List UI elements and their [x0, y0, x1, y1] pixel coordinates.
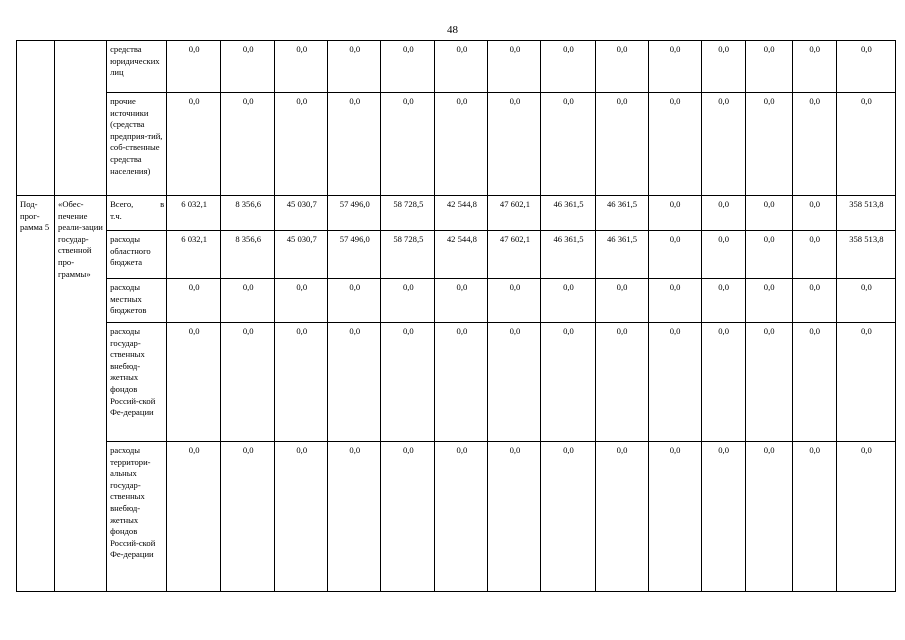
- value-cell: 57 496,0: [328, 196, 381, 231]
- value-cell: 0,0: [488, 279, 541, 323]
- value-cell: 0,0: [701, 196, 745, 231]
- value-cell: 0,0: [792, 93, 836, 196]
- funding-source-cell: расходы государ-ственных внебюд-жетных фондов Россий-ской Фе-дерации: [107, 323, 167, 442]
- value-cell: 0,0: [221, 279, 275, 323]
- value-cell: 58 728,5: [381, 231, 435, 279]
- total-label: Всего,: [110, 199, 134, 209]
- table-row: [17, 442, 896, 592]
- value-cell: 45 030,7: [275, 231, 328, 279]
- value-cell: 0,0: [221, 323, 275, 442]
- value-cell: 0,0: [745, 41, 792, 93]
- value-cell: 0,0: [381, 41, 435, 93]
- value-cell: 0,0: [745, 231, 792, 279]
- value-cell: 0,0: [541, 41, 595, 93]
- value-cell: 0,0: [435, 41, 488, 93]
- value-cell: 0,0: [435, 279, 488, 323]
- value-cell: 0,0: [701, 41, 745, 93]
- value-cell: 0,0: [745, 442, 792, 592]
- funding-source-cell: расходы территори-альных государ-ственных внебюд-жетных фондов Россий-ской Фе-дерации: [107, 442, 167, 592]
- table-row: [17, 93, 896, 196]
- value-cell: 0,0: [648, 279, 701, 323]
- value-cell: 0,0: [595, 323, 648, 442]
- value-cell: 0,0: [488, 41, 541, 93]
- table-row: [17, 279, 896, 323]
- value-cell: 0,0: [595, 93, 648, 196]
- value-cell: 0,0: [541, 442, 595, 592]
- value-cell: 0,0: [381, 93, 435, 196]
- total-label-preposition: в: [160, 199, 165, 209]
- budget-table: [16, 40, 896, 592]
- value-cell: 0,0: [701, 323, 745, 442]
- value-cell: 0,0: [792, 196, 836, 231]
- empty-cell: [17, 41, 55, 196]
- value-cell: 358 513,8: [836, 231, 895, 279]
- value-cell: 0,0: [328, 41, 381, 93]
- value-cell: 47 602,1: [488, 196, 541, 231]
- value-cell: 0,0: [381, 442, 435, 592]
- value-cell: 0,0: [167, 323, 221, 442]
- value-cell: 0,0: [541, 279, 595, 323]
- value-cell: 46 361,5: [595, 196, 648, 231]
- value-cell: 0,0: [488, 93, 541, 196]
- value-cell: 0,0: [221, 41, 275, 93]
- value-cell: 0,0: [167, 279, 221, 323]
- empty-cell: [55, 41, 107, 196]
- value-cell: 0,0: [745, 279, 792, 323]
- value-cell: 0,0: [221, 93, 275, 196]
- table-row: [17, 196, 896, 231]
- value-cell: 0,0: [701, 442, 745, 592]
- value-cell: 0,0: [701, 93, 745, 196]
- value-cell: 0,0: [328, 93, 381, 196]
- value-cell: 6 032,1: [167, 196, 221, 231]
- value-cell: 0,0: [167, 93, 221, 196]
- value-cell: 0,0: [701, 279, 745, 323]
- value-cell: 0,0: [836, 93, 895, 196]
- value-cell: 0,0: [595, 279, 648, 323]
- value-cell: 0,0: [648, 93, 701, 196]
- value-cell: 0,0: [541, 93, 595, 196]
- value-cell: 0,0: [488, 442, 541, 592]
- value-cell: 0,0: [328, 323, 381, 442]
- value-cell: 0,0: [275, 93, 328, 196]
- value-cell: 0,0: [595, 41, 648, 93]
- value-cell: 0,0: [648, 442, 701, 592]
- value-cell: 0,0: [275, 279, 328, 323]
- total-label-line: [110, 199, 164, 211]
- value-cell: 0,0: [745, 196, 792, 231]
- value-cell: 0,0: [435, 93, 488, 196]
- value-cell: 0,0: [836, 279, 895, 323]
- value-cell: 8 356,6: [221, 231, 275, 279]
- funding-source-cell: расходы местных бюджетов: [107, 279, 167, 323]
- value-cell: 46 361,5: [595, 231, 648, 279]
- value-cell: 58 728,5: [381, 196, 435, 231]
- value-cell: 0,0: [595, 442, 648, 592]
- value-cell: 0,0: [381, 323, 435, 442]
- value-cell: 0,0: [435, 323, 488, 442]
- value-cell: 358 513,8: [836, 196, 895, 231]
- value-cell: 0,0: [648, 41, 701, 93]
- subprogram-cell: Под-прог-рамма 5: [17, 196, 55, 592]
- value-cell: 0,0: [792, 442, 836, 592]
- value-cell: 6 032,1: [167, 231, 221, 279]
- value-cell: 0,0: [701, 231, 745, 279]
- value-cell: 0,0: [792, 279, 836, 323]
- subprogram-name-cell: «Обес-печение реали-зации государ-ственной про-граммы»: [55, 196, 107, 592]
- value-cell: 8 356,6: [221, 196, 275, 231]
- value-cell: 0,0: [541, 323, 595, 442]
- value-cell: 0,0: [328, 442, 381, 592]
- value-cell: 0,0: [836, 323, 895, 442]
- value-cell: 0,0: [167, 41, 221, 93]
- value-cell: 0,0: [488, 323, 541, 442]
- table-body: [17, 41, 896, 592]
- value-cell: 0,0: [792, 323, 836, 442]
- value-cell: 47 602,1: [488, 231, 541, 279]
- table-row: [17, 41, 896, 93]
- value-cell: 0,0: [381, 279, 435, 323]
- funding-source-cell: прочие источники (средства предприя-тий, соб-ственные средства населения): [107, 93, 167, 196]
- value-cell: 0,0: [435, 442, 488, 592]
- value-cell: 45 030,7: [275, 196, 328, 231]
- value-cell: 0,0: [648, 196, 701, 231]
- value-cell: 0,0: [836, 442, 895, 592]
- value-cell: 0,0: [836, 41, 895, 93]
- value-cell: 42 544,8: [435, 196, 488, 231]
- value-cell: 0,0: [792, 41, 836, 93]
- value-cell: 0,0: [275, 323, 328, 442]
- table-row: [17, 323, 896, 442]
- value-cell: 0,0: [221, 442, 275, 592]
- page-number: 48: [447, 24, 458, 36]
- value-cell: 0,0: [328, 279, 381, 323]
- value-cell: 0,0: [275, 442, 328, 592]
- value-cell: 42 544,8: [435, 231, 488, 279]
- value-cell: 0,0: [745, 93, 792, 196]
- funding-source-cell: расходы областного бюджета: [107, 231, 167, 279]
- value-cell: 57 496,0: [328, 231, 381, 279]
- value-cell: 46 361,5: [541, 196, 595, 231]
- table-row: [17, 231, 896, 279]
- value-cell: 0,0: [648, 323, 701, 442]
- funding-source-cell: средства юридических лиц: [107, 41, 167, 93]
- funding-source-cell: [107, 196, 167, 231]
- value-cell: 0,0: [167, 442, 221, 592]
- value-cell: 0,0: [648, 231, 701, 279]
- value-cell: 46 361,5: [541, 231, 595, 279]
- value-cell: 0,0: [275, 41, 328, 93]
- value-cell: 0,0: [792, 231, 836, 279]
- value-cell: 0,0: [745, 323, 792, 442]
- total-label-rest: т.ч.: [110, 210, 122, 221]
